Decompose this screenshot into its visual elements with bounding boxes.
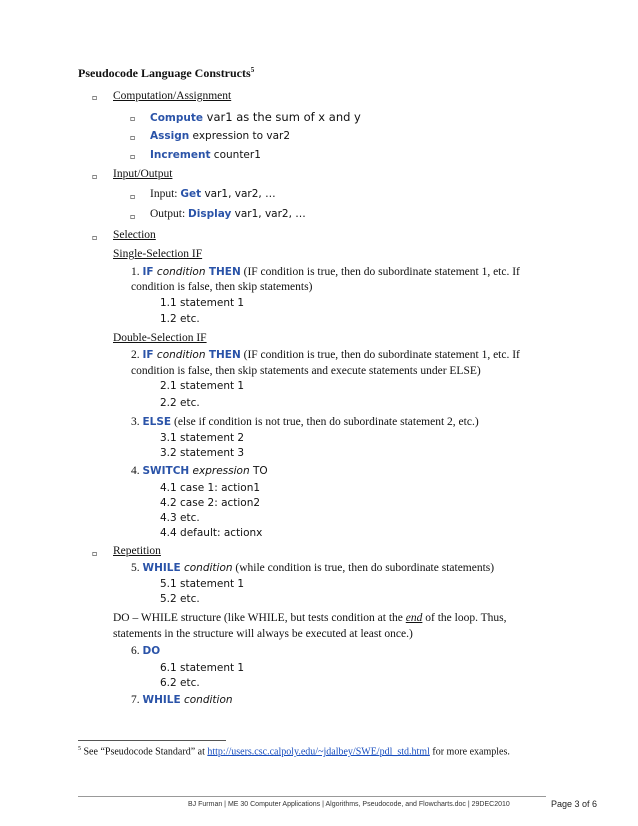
keyword-while: WHILE bbox=[142, 562, 181, 574]
switch-line bbox=[131, 465, 268, 477]
sub-statement: 3.2 statement 3 bbox=[160, 447, 245, 459]
bullet-icon: ▫ bbox=[130, 212, 136, 221]
sub-statement: 2.2 etc. bbox=[160, 397, 200, 409]
double-selection-title: Double-Selection IF bbox=[113, 332, 207, 344]
heading-text: Pseudocode Language Constructs bbox=[78, 66, 251, 80]
footnote-separator bbox=[78, 740, 226, 741]
bullet-icon: ▫ bbox=[92, 233, 98, 242]
keyword: Display bbox=[188, 208, 232, 220]
footnote-link[interactable]: http://users.csc.calpoly.edu/~jdalbey/SWE/pdl_std.html bbox=[207, 746, 430, 758]
while-line bbox=[131, 562, 494, 574]
keyword-while: WHILE bbox=[142, 694, 181, 706]
keyword-to: TO bbox=[249, 465, 268, 477]
keyword-if: IF bbox=[142, 349, 154, 361]
description: of the loop. Thus, bbox=[422, 612, 507, 624]
item-text: expression to var2 bbox=[189, 130, 291, 142]
bullet-icon: ▫ bbox=[92, 93, 98, 102]
page-heading bbox=[78, 66, 254, 81]
description: (else if condition is not true, then do subordinate statement 2, etc.) bbox=[171, 416, 479, 428]
item-number: 2. bbox=[131, 349, 143, 361]
condition: condition bbox=[180, 694, 233, 706]
computation-item bbox=[150, 130, 290, 142]
io-item bbox=[150, 208, 306, 220]
single-selection-title: Single-Selection IF bbox=[113, 248, 203, 260]
sub-statement: 1.2 etc. bbox=[160, 313, 200, 325]
item-number: 3. bbox=[131, 416, 143, 428]
section-repetition-title: Repetition bbox=[113, 545, 161, 557]
else-line bbox=[131, 416, 479, 428]
keyword-then: THEN bbox=[208, 349, 241, 361]
page-number: Page 3 of 6 bbox=[551, 799, 598, 809]
do-line bbox=[131, 645, 160, 657]
switch-case: 4.4 default: actionx bbox=[160, 527, 263, 539]
item-text: counter1 bbox=[210, 149, 261, 161]
footnote-text: for more examples. bbox=[429, 746, 510, 758]
condition: condition bbox=[180, 562, 233, 574]
section-selection-title: Selection bbox=[113, 229, 156, 241]
item-number: 4. bbox=[131, 465, 143, 477]
computation-item bbox=[150, 110, 361, 124]
keyword: Increment bbox=[150, 149, 211, 161]
item-prefix: Output: bbox=[150, 208, 189, 220]
description: (while condition is true, then do subordinate statements) bbox=[232, 562, 495, 574]
item-number: 7. bbox=[131, 694, 143, 706]
heading-footnote-ref: 5 bbox=[250, 66, 255, 74]
condition: condition bbox=[153, 266, 209, 278]
sub-statement: 6.1 statement 1 bbox=[160, 662, 245, 674]
item-number: 6. bbox=[131, 645, 143, 657]
item-number: 5. bbox=[131, 562, 143, 574]
sub-statement: 5.1 statement 1 bbox=[160, 578, 245, 590]
bullet-icon: ▫ bbox=[92, 549, 98, 558]
bullet-icon: ▫ bbox=[130, 133, 136, 142]
footnote bbox=[78, 746, 510, 757]
while2-line bbox=[131, 694, 233, 706]
footnote-number: 5 bbox=[78, 746, 81, 752]
condition: condition bbox=[153, 349, 209, 361]
bullet-icon: ▫ bbox=[92, 172, 98, 181]
dowhile-line2: statements in the structure will always be executed at least once.) bbox=[113, 628, 413, 640]
item-text: var1, var2, … bbox=[231, 208, 306, 220]
keyword: Compute bbox=[150, 112, 203, 124]
sub-statement: 6.2 etc. bbox=[160, 677, 200, 689]
item-text: var1 as the sum of x and y bbox=[203, 110, 361, 124]
footnote-text: See “Pseudocode Standard” at bbox=[81, 746, 208, 758]
keyword-switch: SWITCH bbox=[142, 465, 190, 477]
keyword-then: THEN bbox=[208, 266, 241, 278]
double-selection-line1 bbox=[131, 349, 520, 361]
double-selection-line2: condition is false, then skip statements and execute statements under ELSE) bbox=[131, 365, 481, 377]
bullet-icon: ▫ bbox=[130, 152, 136, 161]
section-computation-title: Computation/Assignment bbox=[113, 90, 232, 102]
item-number: 1. bbox=[131, 266, 143, 278]
description: (IF condition is true, then do subordinate statement 1, etc. If bbox=[240, 266, 520, 278]
io-item bbox=[150, 188, 276, 200]
footer-separator bbox=[78, 796, 546, 797]
item-prefix: Input: bbox=[150, 188, 181, 200]
single-selection-line2: condition is false, then skip statements) bbox=[131, 281, 313, 293]
description: (IF condition is true, then do subordinate statement 1, etc. If bbox=[240, 349, 520, 361]
keyword-do: DO bbox=[142, 645, 161, 657]
section-io-title: Input/Output bbox=[113, 168, 173, 180]
switch-case: 4.2 case 2: action2 bbox=[160, 497, 261, 509]
keyword: Get bbox=[180, 188, 202, 200]
switch-case: 4.1 case 1: action1 bbox=[160, 482, 261, 494]
single-selection-line1 bbox=[131, 266, 520, 278]
footer-text: BJ Furman | ME 30 Computer Applications | Algorithms, Pseudocode, and Flowcharts.doc | 29DEC2010 bbox=[188, 801, 510, 808]
bullet-icon: ▫ bbox=[130, 114, 136, 123]
sub-statement: 2.1 statement 1 bbox=[160, 380, 245, 392]
sub-statement: 3.1 statement 2 bbox=[160, 432, 245, 444]
switch-case: 4.3 etc. bbox=[160, 512, 200, 524]
keyword-if: IF bbox=[142, 266, 154, 278]
sub-statement: 5.2 etc. bbox=[160, 593, 200, 605]
emphasis: end bbox=[405, 612, 423, 624]
expression: expression bbox=[189, 465, 250, 477]
description: DO – WHILE structure (like WHILE, but tests condition at the bbox=[113, 612, 406, 624]
item-text: var1, var2, … bbox=[201, 188, 276, 200]
computation-item bbox=[150, 149, 261, 161]
bullet-icon: ▫ bbox=[130, 192, 136, 201]
keyword-else: ELSE bbox=[142, 416, 172, 428]
keyword: Assign bbox=[150, 130, 190, 142]
dowhile-line1 bbox=[113, 612, 507, 624]
sub-statement: 1.1 statement 1 bbox=[160, 297, 245, 309]
